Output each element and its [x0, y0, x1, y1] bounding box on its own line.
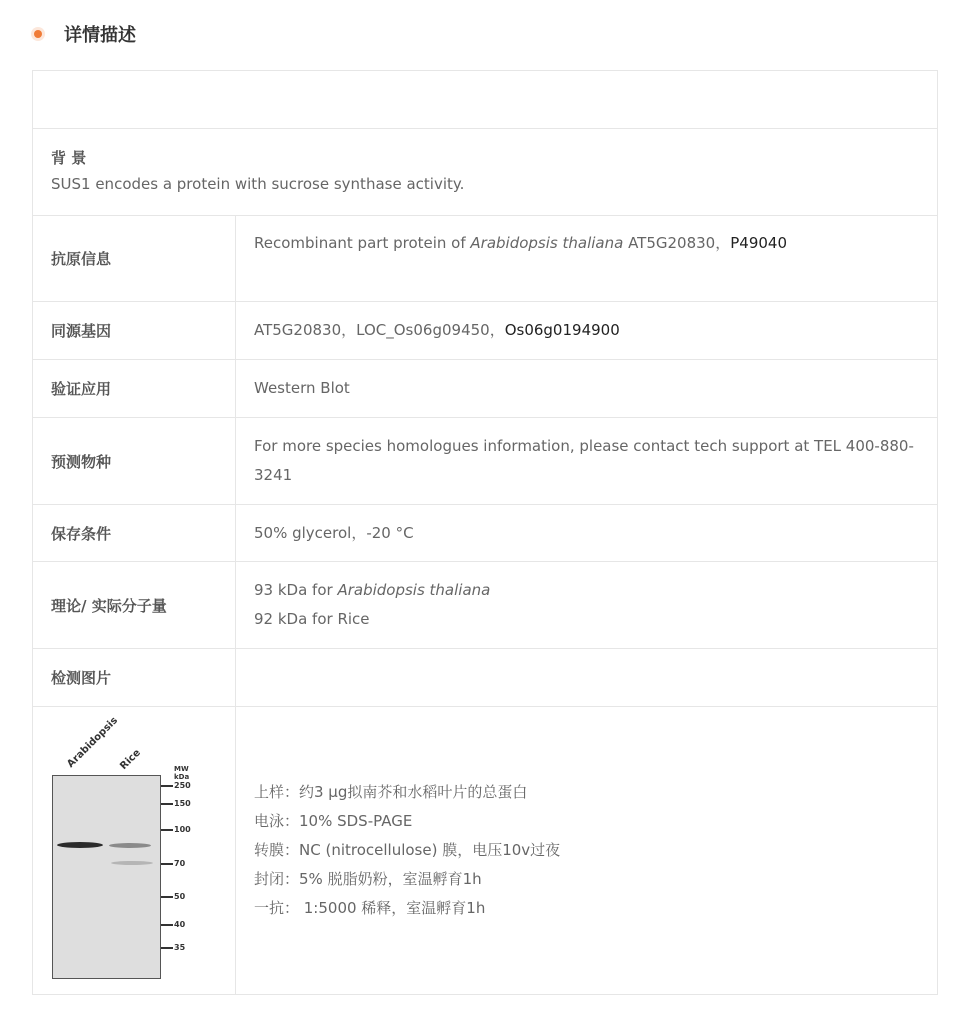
application-value: Western Blot: [254, 379, 350, 397]
image-header-empty: [236, 649, 937, 706]
application-label: 验证应用: [33, 360, 236, 417]
bullet-dot-icon: [34, 30, 42, 38]
blot-membrane: [52, 775, 161, 979]
mw-marker-label: 100: [174, 825, 191, 834]
wb-condition-primary-antibody: 一抗： 1:5000 稀释，室温孵育1h: [254, 899, 486, 917]
wb-condition-loading: 上样：约3 μg拟南芥和水稻叶片的总蛋白: [254, 783, 528, 801]
antigen-suffix: AT5G20830，: [623, 234, 731, 252]
background-label: 背 景: [51, 149, 87, 167]
lane-label-arabidopsis: Arabidopsis: [65, 714, 121, 770]
mw-marker-label: 50: [174, 892, 186, 901]
empty-row: [33, 71, 937, 128]
mw-tick: [161, 785, 173, 787]
antigen-species: Arabidopsis thaliana: [470, 234, 624, 252]
blot-band-arabidopsis: [57, 842, 103, 848]
mw-header-mw: MW: [174, 764, 189, 773]
mw-row: [33, 561, 937, 648]
mw-line1: [254, 576, 919, 605]
mw-marker-label: 150: [174, 799, 191, 808]
mw-label: 理论/ 实际分子量: [33, 562, 236, 648]
western-blot-image: [33, 707, 235, 995]
mw-value: [236, 562, 937, 648]
mw-tick: [161, 829, 173, 831]
image-label: 检测图片: [33, 649, 236, 706]
homolog-value: [236, 302, 937, 359]
species-row: [33, 417, 937, 504]
mw-tick: [161, 863, 173, 865]
mw-line1-species: Arabidopsis thaliana: [337, 581, 491, 599]
application-row: [33, 359, 937, 417]
antigen-label: 抗原信息: [33, 216, 236, 301]
mw-marker: [161, 782, 191, 790]
section-title: 详情描述: [64, 25, 136, 46]
mw-tick: [161, 924, 173, 926]
mw-marker: [161, 860, 185, 868]
spec-table: [32, 70, 938, 995]
mw-header: [174, 765, 189, 781]
mw-marker: [161, 944, 185, 952]
mw-tick: [161, 947, 173, 949]
background-text: SUS1 encodes a protein with sucrose synthase activity.: [51, 175, 465, 193]
storage-row: [33, 504, 937, 561]
mw-line2: 92 kDa for Rice: [254, 610, 370, 628]
section-header: [32, 20, 136, 48]
mw-tick: [161, 896, 173, 898]
wb-condition-transfer: 转膜：NC (nitrocellulose) 膜，电压10v过夜: [254, 841, 561, 859]
mw-marker: [161, 826, 191, 834]
antigen-value: [236, 216, 937, 301]
storage-value: 50% glycerol，-20 °C: [254, 523, 414, 542]
wb-condition-electrophoresis: 电泳：10% SDS-PAGE: [254, 812, 413, 830]
blot-band-rice-lower: [111, 861, 153, 865]
homolog-genes: AT5G20830，LOC_Os06g09450，: [254, 321, 505, 339]
species-value: For more species homologues information, please contact tech support at TEL 400-880-3241: [254, 437, 914, 484]
blot-cell: [33, 707, 236, 994]
mw-marker-label: 40: [174, 920, 186, 929]
mw-marker: [161, 921, 185, 929]
homolog-gene-dark: Os06g0194900: [504, 321, 620, 339]
mw-marker-label: 70: [174, 859, 186, 868]
antigen-accession: P49040: [730, 234, 787, 252]
homolog-label: 同源基因: [33, 302, 236, 359]
mw-line1-value: 93 kDa for: [254, 581, 338, 599]
mw-marker: [161, 800, 191, 808]
blot-row: [33, 706, 937, 994]
homolog-row: [33, 301, 937, 359]
storage-label: 保存条件: [33, 505, 236, 561]
antigen-row: [33, 215, 937, 301]
mw-marker-label: 250: [174, 781, 191, 790]
blot-band-rice: [109, 843, 151, 848]
mw-tick: [161, 803, 173, 805]
image-header-row: [33, 648, 937, 706]
species-label: 预测物种: [33, 418, 236, 504]
wb-condition-blocking: 封闭：5% 脱脂奶粉，室温孵育1h: [254, 870, 482, 888]
mw-marker-label: 35: [174, 943, 186, 952]
lane-label-rice: Rice: [118, 746, 143, 772]
mw-marker: [161, 893, 185, 901]
wb-conditions: [236, 707, 937, 994]
mw-header-kda: kDa: [174, 772, 190, 781]
background-row: [33, 128, 937, 215]
antigen-prefix: Recombinant part protein of: [254, 234, 471, 252]
